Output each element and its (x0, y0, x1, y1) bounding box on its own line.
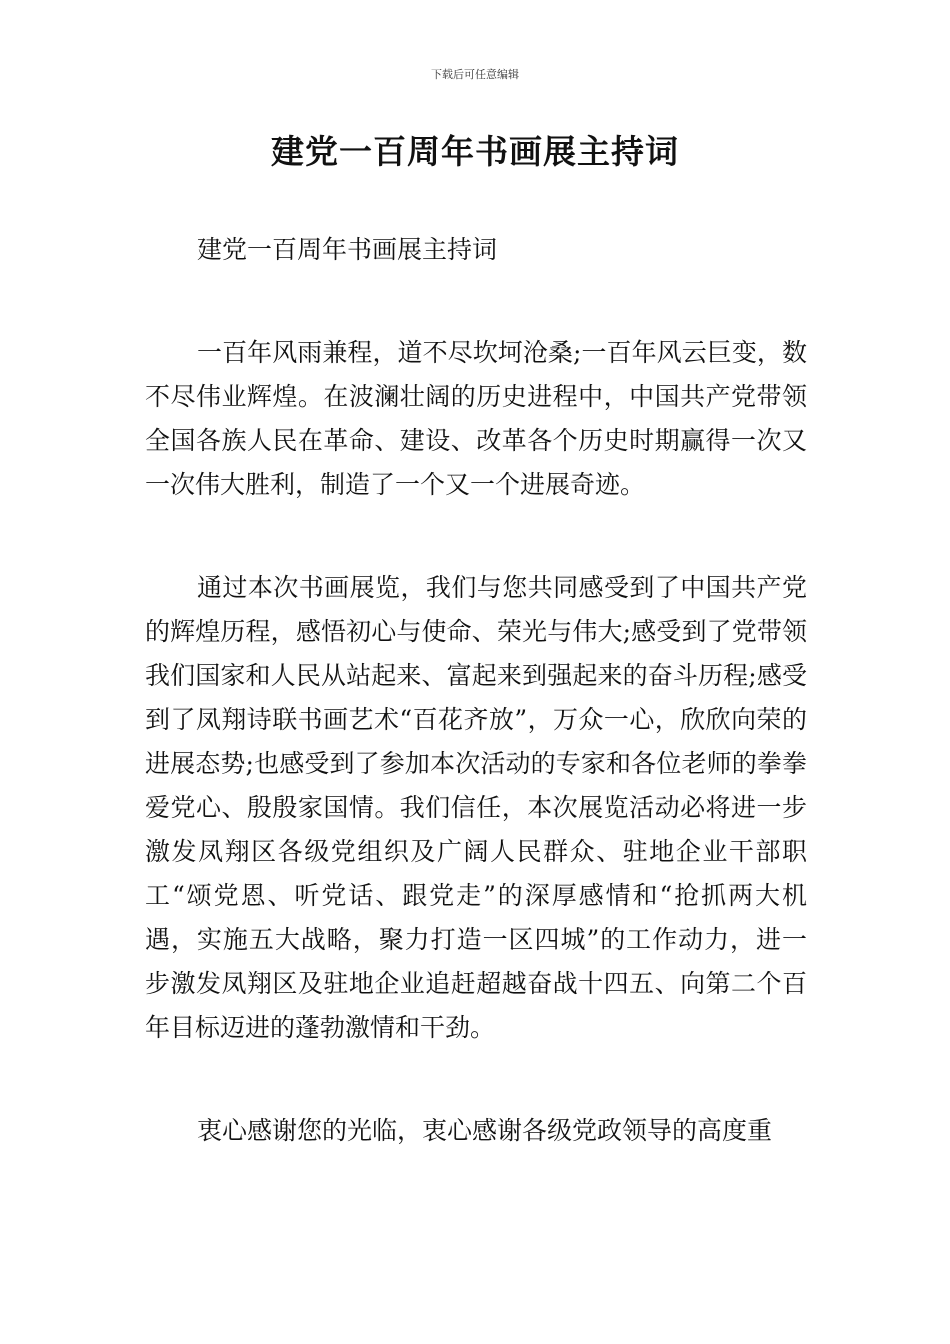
document-body (145, 228, 807, 1153)
subtitle-paragraph: 建党一百周年书画展主持词 (197, 235, 498, 264)
body-paragraph-1: 一百年风雨兼程，道不尽坎坷沧桑;一百年风云巨变，数不尽伟业辉煌。在波澜壮阔的历史进程中，中国共产党带领全国各族人民在革命、建设、改革各个历史时期赢得一次又一次伟大胜利，制造了一个又一个进展奇迹。 (145, 338, 807, 499)
body-paragraph-3: 衷心感谢您的光临，衷心感谢各级党政领导的高度重 (197, 1116, 773, 1145)
header-note: 下载后可任意编辑 (431, 68, 519, 81)
document-title: 建党一百周年书画展主持词 (271, 132, 679, 171)
body-paragraph-2: 通过本次书画展览，我们与您共同感受到了中国共产党的辉煌历程，感悟初心与使命、荣光与伟大;感受到了党带领我们国家和人民从站起来、富起来到强起来的奋斗历程;感受到了凤翔诗联书画艺术“百花齐放”，万众一心，欣欣向荣的进展态势;也感受到了参加本次活动的专家和各位老师的拳拳爱党心、殷殷家国情。我们信任，本次展览活动必将进一步激发凤翔区各级党组织及广阔人民群众、驻地企业干部职工“颂党恩、听党话、跟党走”的深厚感情和“抢抓两大机遇，实施五大战略，聚力打造一区四城”的工作动力，进一步激发凤翔区及驻地企业追赶超越奋战十四五、向第二个百年目标迈进的蓬勃激情和干劲。 (145, 573, 807, 1042)
